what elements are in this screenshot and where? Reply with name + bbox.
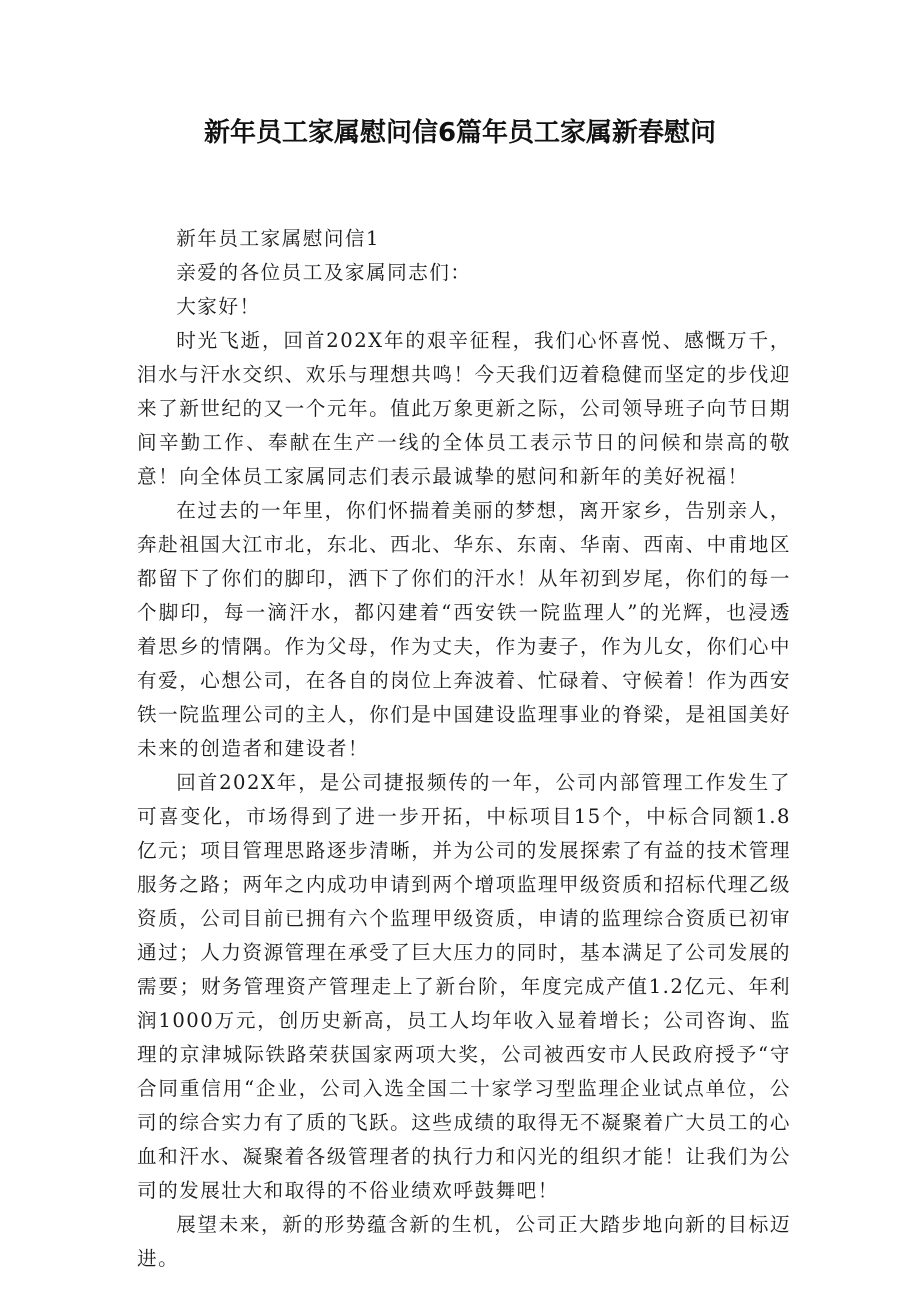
section-heading: 新年员工家属慰问信1	[176, 227, 380, 250]
salutation: 亲爱的各位员工及家属同志们：	[176, 261, 472, 284]
body-paragraph: 时光飞逝，回首202X年的艰辛征程，我们心怀喜悦、感慨万千，泪水与汗水交织、欢乐与理想共鸣！今天我们迈着稳健而坚定的步伐迎来了新世纪的又一个元年。值此万象更新之际，公司领导班子向节日期间辛勤工作、奉献在生产一线的全体员工表示节日的问候和崇高的敬意！向全体员工家属同志们表示最诚挚的慰问和新年的美好祝福！	[137, 329, 791, 488]
body-paragraph: 在过去的一年里，你们怀揣着美丽的梦想，离开家乡，告别亲人，奔赴祖国大江市北，东北、西北、华东、东南、华南、西南、中甫地区都留下了你们的脚印，洒下了你们的汗水！从年初到岁尾，你们的每一个脚印，每一滴汗水，都闪建着“西安铁一院监理人”的光辉，也浸透着思乡的情隅。作为父母，作为丈夫，作为妻子，作为儿女，你们心中有爱，心想公司，在各自的岗位上奔波着、忙碌着、守候着！作为西安铁一院监理公司的主人，你们是中国建设监理事业的脊梁，是祖国美好未来的创造者和建设者！	[137, 499, 791, 760]
body-paragraph: 回首202X年，是公司捷报频传的一年，公司内部管理工作发生了可喜变化，市场得到了进一步开拓，中标项目15个，中标合同额1.8亿元；项目管理思路逐步清晰，并为公司的发展探索了有益的技术管理服务之路；两年之内成功申请到两个增项监理甲级资质和招标代理乙级资质，公司目前已拥有六个监理甲级资质，申请的监理综合资质已初审通过；人力资源管理在承受了巨大压力的同时，基本满足了公司发展的需要；财务管理资产管理走上了新台阶，年度完成产值1.2亿元、年利润1000万元，创历史新高，员工人均年收入显着增长；公司咨询、监理的京津城际铁路荣获国家两项大奖，公司被西安市人民政府授予“守合同重信用“企业，公司入选全国二十家学习型监理企业试点单位，公司的综合实力有了质的飞跃。这些成绩的取得无不凝聚着广大员工的心血和汗水、凝聚着各级管理者的执行力和闪光的组织才能！让我们为公司的发展壮大和取得的不俗业绩欢呼鼓舞吧！	[137, 771, 791, 1202]
document-body	[137, 222, 791, 1276]
body-paragraph: 展望未来，新的形势蕴含新的生机，公司正大踏步地向新的目标迈进。	[137, 1213, 791, 1270]
document-title: 新年员工家属慰问信6篇年员工家属新春慰问	[203, 118, 717, 148]
greeting: 大家好！	[176, 295, 261, 318]
